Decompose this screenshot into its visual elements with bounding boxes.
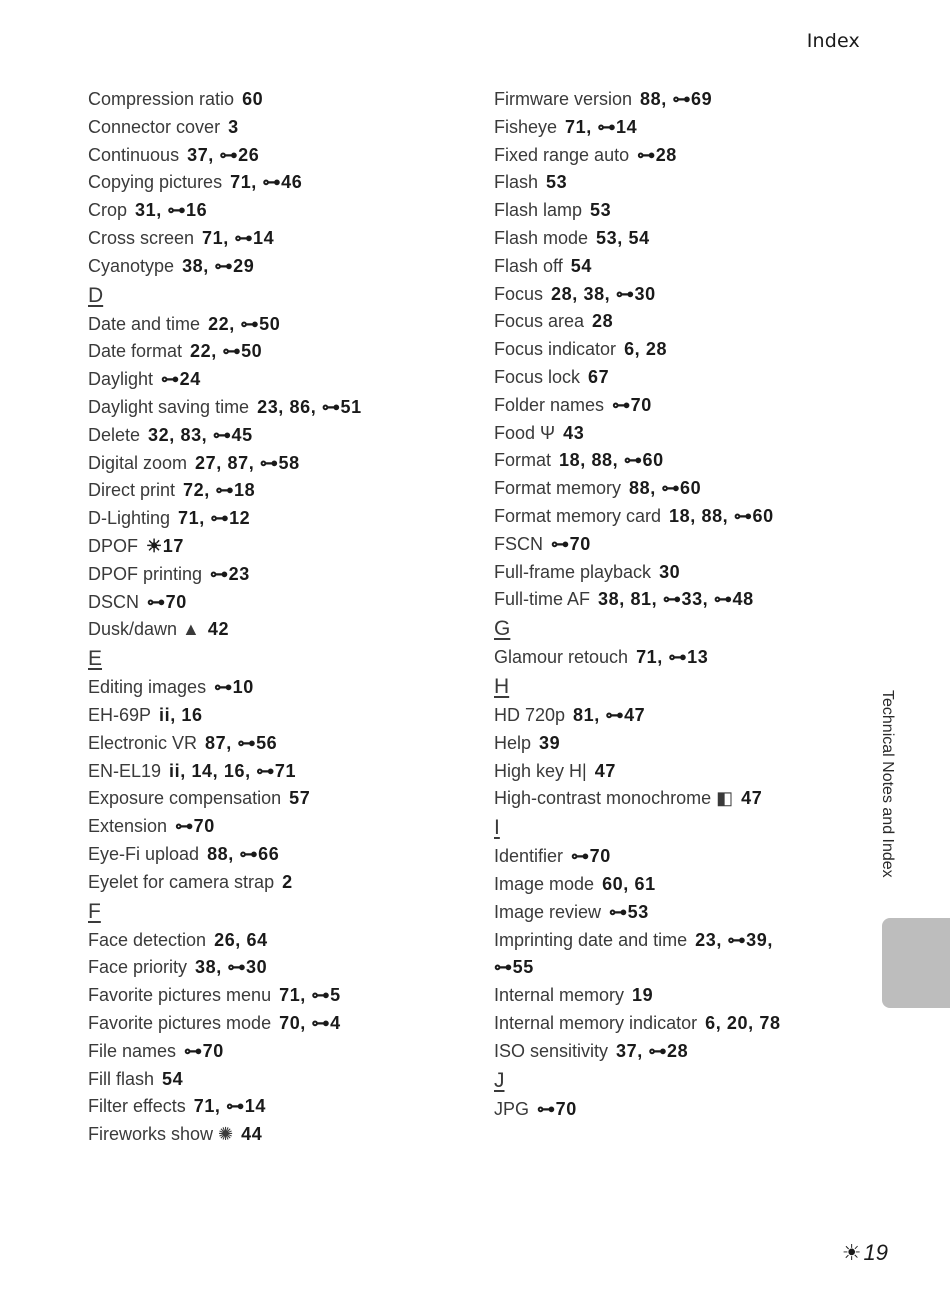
index-entry (494, 954, 874, 982)
index-pages[interactable]: ⊶55 (494, 957, 534, 978)
index-entry (494, 531, 874, 559)
index-pages[interactable]: 28 (592, 311, 614, 332)
index-entry (88, 477, 478, 505)
index-entry (494, 702, 874, 730)
index-term: Fisheye (494, 116, 558, 137)
index-term: DSCN (88, 591, 140, 612)
index-entry (494, 197, 874, 225)
index-term: Extension (88, 816, 168, 837)
index-entry (88, 869, 478, 897)
index-entry (494, 927, 874, 955)
index-term: Full-frame playback (494, 561, 652, 582)
index-term: EN-EL19 (88, 760, 162, 781)
index-term: Favorite pictures menu (88, 985, 272, 1006)
index-pages[interactable]: ii, 16 (159, 704, 203, 725)
index-entry (88, 225, 478, 253)
index-column-left (88, 86, 478, 1149)
index-term: Continuous (88, 144, 180, 165)
page-header-title: Index (806, 30, 860, 52)
index-term: DPOF (88, 535, 139, 556)
index-entry (88, 450, 478, 478)
index-pages[interactable]: 88, ⊶69 (640, 89, 713, 109)
index-entry (494, 1010, 874, 1038)
index-pages[interactable]: 3 (228, 116, 239, 137)
index-pages[interactable]: ☀17 (146, 535, 184, 556)
index-pages[interactable]: 47 (741, 788, 763, 809)
index-term: Fireworks show ✺ (88, 1124, 234, 1145)
index-entry (494, 392, 874, 420)
index-term: Format memory card (494, 505, 662, 526)
index-term: Face detection (88, 929, 207, 950)
index-letter-heading: D (88, 283, 104, 307)
index-term: Daylight saving time (88, 396, 250, 417)
index-entry (494, 420, 874, 448)
index-entry (494, 114, 874, 142)
index-pages[interactable]: 87, ⊶56 (205, 732, 278, 753)
index-entry (88, 1066, 478, 1094)
index-pages[interactable]: ii, 14, 16, ⊶71 (169, 760, 297, 781)
index-term: HD 720p (494, 704, 566, 725)
index-entry (494, 336, 874, 364)
index-term: Filter effects (88, 1096, 186, 1117)
index-pages[interactable]: ⊶70 (184, 1040, 224, 1061)
index-pages[interactable]: 19 (632, 985, 654, 1006)
index-pages[interactable]: 39 (539, 732, 561, 753)
index-pages[interactable]: 71, ⊶5 (279, 985, 341, 1006)
index-pages[interactable]: 23, ⊶39, (695, 929, 773, 950)
index-entry (494, 785, 874, 813)
index-entry (88, 589, 478, 617)
index-pages[interactable]: 53, 54 (596, 227, 650, 248)
index-entry (88, 561, 478, 589)
index-term: Internal memory (494, 985, 625, 1006)
index-pages[interactable]: 37, ⊶28 (616, 1040, 689, 1061)
index-term: Eye-Fi upload (88, 843, 200, 864)
index-pages[interactable]: 57 (289, 788, 311, 809)
index-term: Identifier (494, 846, 564, 867)
index-pages[interactable]: 53 (590, 200, 612, 221)
index-pages[interactable]: 71, ⊶14 (193, 1096, 266, 1117)
index-term: Focus indicator (494, 339, 617, 360)
index-pages[interactable]: ⊶24 (161, 369, 201, 390)
index-entry (494, 169, 874, 197)
index-entry (494, 982, 874, 1010)
index-pages[interactable]: 44 (241, 1124, 263, 1145)
index-term: Internal memory indicator (494, 1012, 698, 1033)
index-term: Favorite pictures mode (88, 1012, 272, 1033)
index-pages[interactable]: 71, ⊶12 (178, 508, 251, 529)
index-term: Connector cover (88, 116, 221, 137)
index-entry (88, 702, 478, 730)
index-pages[interactable]: 81, ⊶47 (573, 704, 646, 725)
index-pages[interactable]: 30 (659, 561, 681, 582)
index-entry (88, 954, 478, 982)
index-pages[interactable]: 2 (282, 871, 293, 892)
index-pages[interactable]: ⊶70 (571, 846, 611, 867)
index-entry (494, 644, 874, 672)
index-pages[interactable]: 71, ⊶13 (636, 647, 709, 668)
index-term: Imprinting date and time (494, 929, 688, 950)
index-term: Face priority (88, 957, 188, 978)
index-letter-heading: F (88, 899, 101, 923)
index-entry (88, 114, 478, 142)
index-pages[interactable]: 71, ⊶46 (230, 172, 303, 193)
index-pages[interactable]: ⊶10 (214, 677, 254, 698)
index-pages[interactable]: 47 (594, 760, 616, 781)
index-term: D-Lighting (88, 508, 171, 529)
index-pages[interactable]: ⊶70 (612, 394, 652, 415)
index-pages[interactable]: ⊶70 (537, 1098, 577, 1119)
index-pages[interactable]: 23, 86, ⊶51 (257, 396, 362, 417)
page-number-value: 19 (863, 1240, 888, 1265)
index-letter-heading: H (494, 674, 510, 698)
index-term: Copying pictures (88, 172, 223, 193)
index-term: Eyelet for camera strap (88, 871, 275, 892)
index-entry (88, 927, 478, 955)
index-pages[interactable]: 6, 20, 78 (705, 1012, 781, 1033)
index-pages[interactable]: 60 (242, 89, 264, 109)
index-entry (88, 338, 478, 366)
index-entry (494, 559, 874, 587)
page-number (842, 1240, 888, 1266)
index-pages[interactable]: 54 (570, 255, 592, 276)
index-term: Date and time (88, 313, 201, 334)
index-entry (88, 1038, 478, 1066)
index-term: Glamour retouch (494, 647, 629, 668)
index-entry (494, 447, 874, 475)
index-letter-heading: E (88, 647, 103, 671)
index-pages[interactable]: ⊶70 (147, 591, 187, 612)
index-pages[interactable]: 31, ⊶16 (135, 200, 208, 221)
index-entry (88, 730, 478, 758)
index-entry (494, 758, 874, 786)
index-pages[interactable]: ⊶53 (609, 901, 649, 922)
index-entry (88, 982, 478, 1010)
index-term: Fixed range auto (494, 144, 630, 165)
index-entry (88, 758, 478, 786)
index-entry (494, 86, 874, 114)
index-pages[interactable]: 88, ⊶66 (207, 843, 280, 864)
index-term: Flash off (494, 255, 563, 276)
index-entry (494, 1096, 874, 1124)
index-entry (88, 1121, 478, 1149)
index-term: FSCN (494, 533, 543, 554)
index-term: Direct print (88, 480, 176, 501)
index-pages[interactable]: 22, ⊶50 (208, 313, 281, 334)
index-pages[interactable]: 22, ⊶50 (190, 341, 263, 362)
index-entry (494, 253, 874, 281)
index-pages[interactable]: 72, ⊶18 (183, 480, 256, 501)
index-term: Format (494, 450, 552, 471)
index-pages[interactable]: 26, 64 (214, 929, 268, 950)
index-term: High key H| (494, 760, 587, 781)
index-term: Crop (88, 200, 128, 221)
index-entry (88, 674, 478, 702)
index-term: Delete (88, 424, 141, 445)
index-pages[interactable]: ⊶23 (210, 563, 250, 584)
index-term: Format memory (494, 478, 622, 499)
index-entry (88, 785, 478, 813)
index-term: DPOF printing (88, 563, 203, 584)
index-entry (494, 225, 874, 253)
index-pages[interactable]: 27, 87, ⊶58 (195, 452, 300, 473)
index-pages[interactable]: 38, 81, ⊶33, ⊶48 (598, 589, 754, 610)
index-entry (88, 142, 478, 170)
index-term: Flash mode (494, 227, 589, 248)
index-term: Electronic VR (88, 732, 198, 753)
index-entry (494, 730, 874, 758)
index-pages[interactable]: 88, ⊶60 (629, 478, 702, 499)
index-entry (88, 841, 478, 869)
index-entry (494, 475, 874, 503)
index-term: High-contrast monochrome ◧ (494, 788, 734, 809)
index-entry (88, 253, 478, 281)
index-term: Focus area (494, 311, 585, 332)
index-entry (88, 422, 478, 450)
index-term: Daylight (88, 369, 154, 390)
index-entry (494, 586, 874, 614)
index-pages[interactable]: 32, 83, ⊶45 (148, 424, 253, 445)
index-pages[interactable]: 28, 38, ⊶30 (551, 283, 656, 304)
index-pages[interactable]: ⊶70 (551, 533, 591, 554)
index-entry (88, 1093, 478, 1121)
index-pages[interactable]: 43 (563, 422, 585, 443)
index-term: Compression ratio (88, 89, 235, 109)
index-entry (494, 1038, 874, 1066)
index-term: Firmware version (494, 89, 633, 109)
index-pages[interactable]: ⊶28 (637, 144, 677, 165)
index-entry (88, 505, 478, 533)
index-pages[interactable]: 67 (588, 366, 610, 387)
index-entry (494, 364, 874, 392)
index-entry (88, 311, 478, 339)
index-term: Focus (494, 283, 544, 304)
index-term: Dusk/dawn ▲ (88, 619, 200, 640)
index-pages[interactable]: 54 (162, 1068, 184, 1089)
index-pages[interactable]: 38, ⊶29 (182, 255, 255, 276)
index-term: Focus lock (494, 366, 581, 387)
index-pages[interactable]: 18, 88, ⊶60 (669, 505, 774, 526)
index-entry (494, 142, 874, 170)
index-term: Full-time AF (494, 589, 591, 610)
index-entry (88, 533, 478, 561)
index-term: ISO sensitivity (494, 1040, 609, 1061)
index-entry (88, 1010, 478, 1038)
index-entry (494, 843, 874, 871)
index-pages[interactable]: ⊶70 (175, 816, 215, 837)
index-term: Editing images (88, 677, 207, 698)
index-entry (88, 169, 478, 197)
index-entry (494, 503, 874, 531)
side-tab-label: Technical Notes and Index (879, 690, 896, 878)
index-pages[interactable]: 6, 28 (624, 339, 668, 360)
index-term: Cross screen (88, 227, 195, 248)
index-pages[interactable]: 71, ⊶14 (202, 227, 275, 248)
index-entry (494, 281, 874, 309)
index-pages[interactable]: 42 (207, 619, 230, 640)
side-tab[interactable] (882, 918, 950, 1008)
index-entry (88, 616, 478, 644)
index-term: Folder names (494, 394, 605, 415)
index-term: Fill flash (88, 1068, 155, 1089)
index-term: Digital zoom (88, 452, 188, 473)
index-term: Cyanotype (88, 255, 175, 276)
index-term: File names (88, 1040, 177, 1061)
index-entry (494, 871, 874, 899)
index-entry (88, 86, 478, 114)
index-entry (494, 308, 874, 336)
index-entry (88, 366, 478, 394)
index-term: JPG (494, 1098, 530, 1119)
index-entry (494, 899, 874, 927)
index-pages[interactable]: 38, ⊶30 (195, 957, 268, 978)
index-pages[interactable]: 70, ⊶4 (279, 1012, 341, 1033)
index-pages[interactable]: 37, ⊶26 (187, 144, 260, 165)
index-entry (88, 197, 478, 225)
index-term: Help (494, 732, 532, 753)
index-term: Food Ψ (494, 422, 556, 443)
index-pages[interactable]: 18, 88, ⊶60 (559, 450, 664, 471)
index-entry (88, 394, 478, 422)
index-letter-heading: J (494, 1068, 505, 1092)
index-letter-heading: I (494, 816, 500, 840)
index-term: Flash (494, 172, 539, 193)
index-entry (88, 813, 478, 841)
index-letter-heading: G (494, 617, 511, 641)
index-pages[interactable]: 71, ⊶14 (565, 116, 638, 137)
index-term: Image mode (494, 873, 595, 894)
index-term: Flash lamp (494, 200, 583, 221)
index-term: EH-69P (88, 704, 152, 725)
index-term: Date format (88, 341, 183, 362)
ref-icon: ☀ (841, 1240, 862, 1265)
index-column-right (494, 86, 874, 1123)
index-term: Exposure compensation (88, 788, 282, 809)
index-term: Image review (494, 901, 602, 922)
index-pages[interactable]: 60, 61 (602, 873, 656, 894)
index-pages[interactable]: 53 (546, 172, 568, 193)
